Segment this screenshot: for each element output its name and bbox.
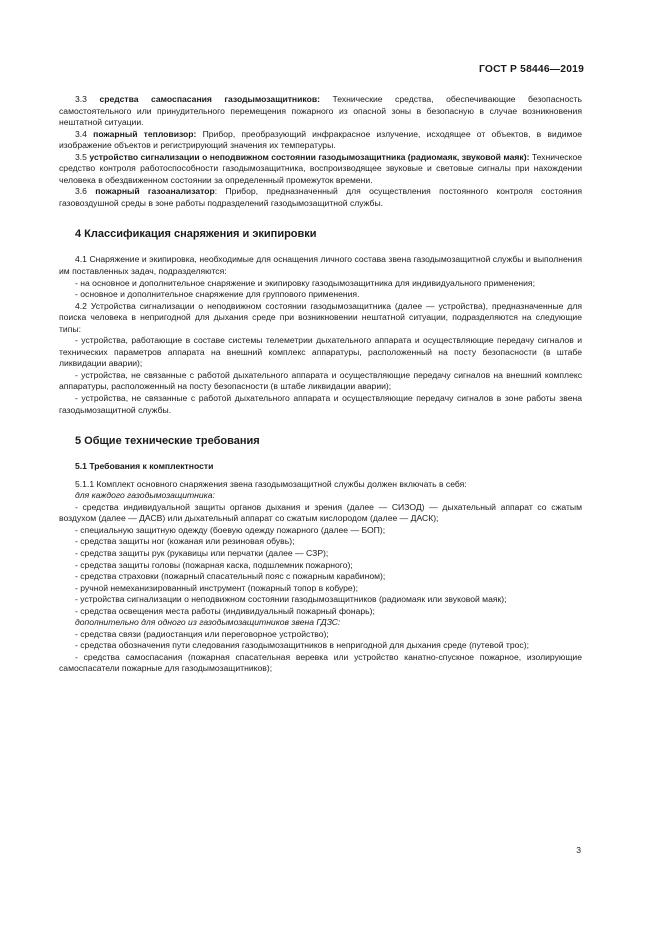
page-number: 3 — [576, 845, 581, 855]
italic-subheading: дополнительно для одного из газодымозащитников звена ГДЗС: — [75, 617, 341, 628]
list-item: - устройства, работающие в составе системы телеметрии дыхательного аппарата и осуществляющие передачу сигналов и технических параметров аппарата на внешний комплекс аппаратуры, расположенный на посту безопасности (в штабе ликвидации аварии); — [59, 335, 582, 369]
list-item: - средства освещения места работы (индивидуальный пожарный фонарь); — [75, 605, 375, 616]
definition-term: устройство сигнализации о неподвижном состоянии газодымозащитника (радиомаяк, звуковой маяк): — [89, 151, 530, 162]
list-item: - средства страховки (пожарный спасательный пояс с пожарным карабином); — [75, 571, 386, 582]
list-item: - устройства сигнализации о неподвижном состоянии газодымозащитников (радиомаяк или звуковой маяк); — [75, 594, 507, 605]
list-item: - средства индивидуальной защиты органов дыхания и зрения (далее — СИЗОД) — дыхательный аппарат со сжатым воздухом (далее — ДАСВ) или дыхательный аппарат со сжатым кислородом (далее — ДАСК); — [59, 501, 582, 524]
definition-term: пожарный газоанализатор — [95, 186, 215, 197]
definition-3-4: 3.4 пожарный тепловизор: Прибор, преобразующий инфракрасное излучение, исходящее от объектов, в видимое изображение объектов и регистрирующий значения их температуры. — [59, 128, 583, 151]
section-5-heading: 5 Общие технические требования — [75, 435, 260, 448]
definition-3-6: 3.6 пожарный газоанализатор: Прибор, предназначенный для осуществления постоянного контроля состояния газовоздушной среды в зоне работы подразделений газодымозащитной службы. — [59, 186, 582, 208]
definition-term: пожарный тепловизор: — [93, 128, 197, 139]
list-item: - основное и дополнительное снаряжение для группового применения. — [75, 289, 360, 300]
list-item: - специальную защитную одежду (боевую одежду пожарного (далее — БОП); — [75, 524, 386, 535]
list-item: - средства самоспасания (пожарная спасательная веревка или устройство канатно-спускное пожарное, изолирующие самоспасатели пожарные для газодымозащитников); — [59, 651, 582, 674]
list-item: - средства обозначения пути следования газодымозащитников в непригодной для дыхания среде (путевой трос); — [75, 640, 529, 651]
paragraph-4-1: 4.1 Снаряжение и экипировка, необходимые для оснащения личного состава звена газодымозащитной службы и выполнения им поставленных задач, подразделяются: — [59, 254, 582, 277]
definition-3-5: 3.5 устройство сигнализации о неподвижном состоянии газодымозащитника (радиомаяк, звуковой маяк): Техническое средство контроля работоспособности газодымозащитника, воспроизводящее звуковые и световые сигналы при нахождении человека в обездвиженном состоянии за определенный промежуток времени. — [59, 151, 583, 185]
document-body — [59, 94, 582, 675]
list-item: - ручной немеханизированный инструмент (пожарный топор в кобуре); — [75, 582, 358, 593]
list-item: - средства защиты рук (рукавицы или перчатки (далее — СЗР); — [75, 547, 329, 558]
italic-subheading: для каждого газодымозащитника: — [75, 490, 215, 501]
paragraph-5-1-1: 5.1.1 Комплект основного снаряжения звена газодымозащитной службы должен включать в себя: — [75, 478, 467, 489]
list-item: - средства связи (радиостанция или переговорное устройство); — [75, 628, 329, 639]
paragraph-4-2: 4.2 Устройства сигнализации о неподвижном состоянии газодымозащитника (далее — устройства), предназначенные для поиска человека в непригодной для дыхания среде при возникновении нештатной ситуации, подразделяются на следующие типы: — [59, 300, 582, 334]
section-4-heading: 4 Классификация снаряжения и экипировки — [75, 228, 317, 241]
definition-term: средства самоспасания газодымозащитников: — [99, 94, 320, 104]
list-item: - устройства, не связанные с работой дыхательного аппарата и осуществляющие передачу сигналов на внешний комплекс аппаратуры, расположенный на посту безопасности (в штабе ликвидации аварии); — [59, 369, 582, 392]
list-item: - средства защиты ног (кожаная или резиновая обувь); — [75, 536, 295, 547]
definition-3-3: 3.3 средства самоспасания газодымозащитников: Технические средства, обеспечивающие безопасность самостоятельного или принудительного перемещения пожарного из опасной зоны в безопасную в случае возникновения нештатной ситуации. — [59, 94, 583, 128]
standard-code: ГОСТ Р 58446—2019 — [478, 64, 584, 75]
list-item: - на основное и дополнительное снаряжение и экипировку газодымозащитника для индивидуального применения; — [75, 277, 535, 288]
list-item: - устройства, не связанные с работой дыхательного аппарата и осуществляющие передачу сигналов в зоне работы звена газодымозащитной службы. — [59, 393, 582, 415]
subsection-5-1-heading: 5.1 Требования к комплектности — [75, 461, 214, 472]
list-item: - средства защиты головы (пожарная каска, подшлемник пожарного); — [75, 559, 353, 570]
